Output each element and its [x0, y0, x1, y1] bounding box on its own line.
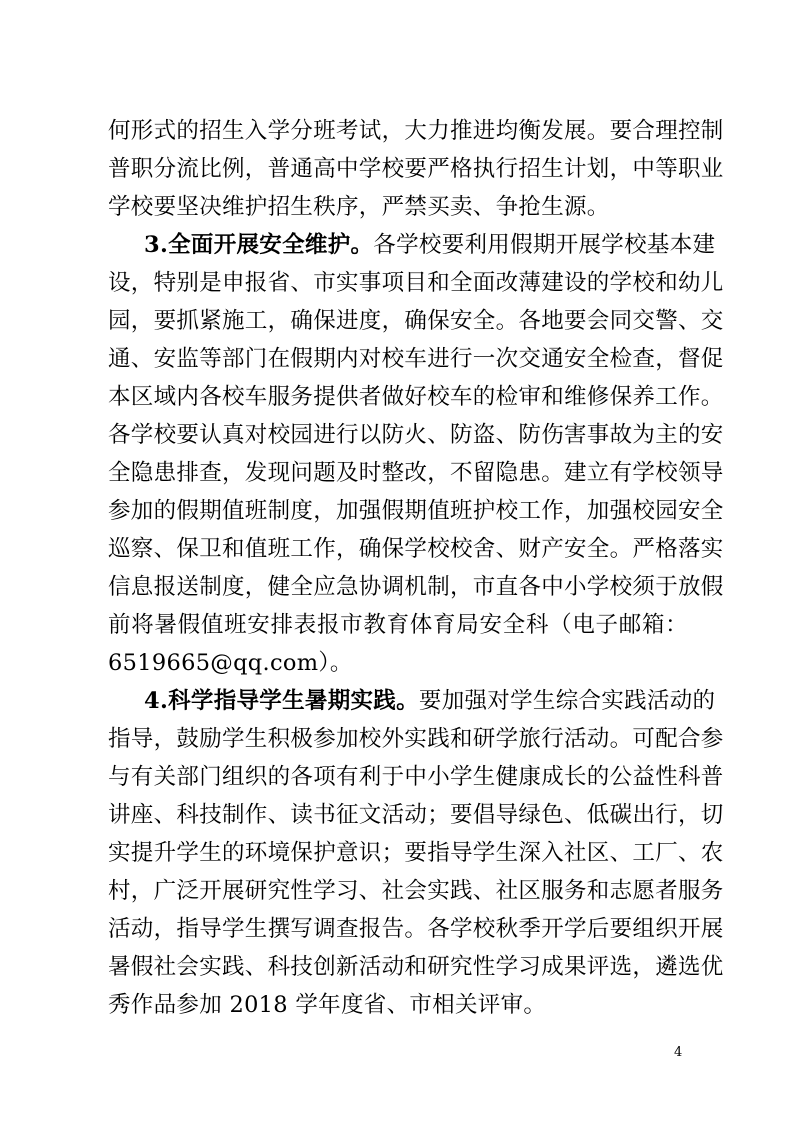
text-line: 各学校要利用假期开展学校基本建 [373, 232, 716, 258]
text-line: 要加强对学生综合实践活动的 [418, 688, 716, 714]
section-3-heading: 3.全面开展安全维护。 [144, 232, 374, 258]
text-line: 秀作品参加 2018 学年度省、市相关评审。 [108, 992, 547, 1018]
text-line: 讲座、科技制作、读书征文活动；要倡导绿色、低碳出行，切 [108, 802, 724, 828]
text-line: 暑假社会实践、科技创新活动和研究性学习成果评选，遴选优 [108, 954, 724, 980]
text-line: 园，要抓紧施工，确保进度，确保安全。各地要会同交警、交 [108, 308, 724, 334]
email-line: 6519665@qq.com）。 [108, 650, 353, 676]
text-line: 参加的假期值班制度，加强假期值班护校工作，加强校园安全 [108, 498, 724, 524]
text-line: 学校要坚决维护招生秩序，严禁买卖、争抢生源。 [108, 194, 610, 220]
text-line: 前将暑假值班安排表报市教育体育局安全科（电子邮箱： [108, 612, 688, 638]
text-line: 活动，指导学生撰写调查报告。各学校秋季开学后要组织开展 [108, 916, 724, 942]
text-line: 普职分流比例，普通高中学校要严格执行招生计划，中等职业 [108, 156, 724, 182]
text-line: 全隐患排查，发现问题及时整改，不留隐患。建立有学校领导 [108, 460, 724, 486]
section-4-heading: 4.科学指导学生暑期实践。 [144, 688, 419, 714]
text-line: 实提升学生的环境保护意识；要指导学生深入社区、工厂、农 [108, 840, 724, 866]
text-line: 指导，鼓励学生积极参加校外实践和研学旅行活动。可配合参 [108, 726, 724, 752]
text-line: 通、安监等部门在假期内对校车进行一次交通安全检查，督促 [108, 346, 724, 372]
text-line: 信息报送制度，健全应急协调机制，市直各中小学校须于放假 [108, 574, 724, 600]
text-line: 本区域内各校车服务提供者做好校车的检审和维修保养工作。 [108, 384, 724, 410]
text-line: 村，广泛开展研究性学习、社会实践、社区服务和志愿者服务 [108, 878, 724, 904]
text-line: 巡察、保卫和值班工作，确保学校校舍、财产安全。严格落实 [108, 536, 724, 562]
section-3-first-line [144, 226, 716, 264]
section-4-first-line [144, 682, 716, 720]
text-line: 设，特别是申报省、市实事项目和全面改薄建设的学校和幼儿 [108, 270, 724, 296]
page-number: 4 [674, 1045, 683, 1060]
text-line: 各学校要认真对校园进行以防火、防盗、防伤害事故为主的安 [108, 422, 724, 448]
text-line: 何形式的招生入学分班考试，大力推进均衡发展。要合理控制 [108, 118, 724, 144]
text-line: 与有关部门组织的各项有利于中小学生健康成长的公益性科普 [108, 764, 724, 790]
